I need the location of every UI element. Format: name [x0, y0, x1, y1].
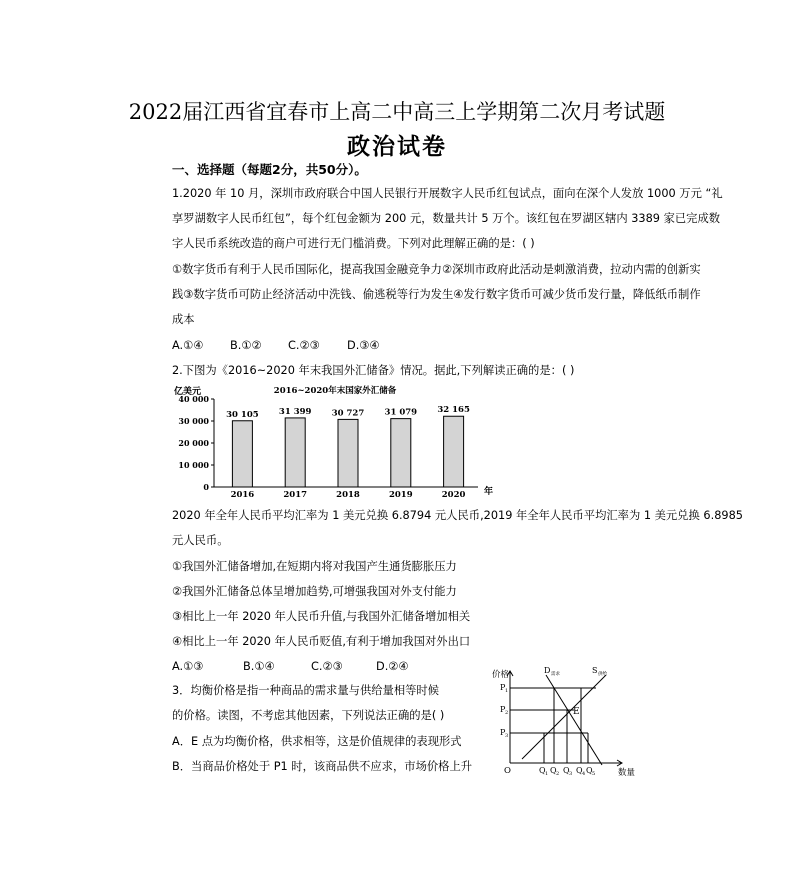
q1-option-c: C.②③	[288, 339, 320, 352]
q2-option-a: A.①③	[172, 660, 204, 673]
q3-option-b: B．当商品价格处于 P1 时，该商品供不应求，市场价格上升	[172, 760, 473, 773]
bar-value-label: 30 727	[331, 408, 365, 419]
x-tick-label: 2018	[336, 490, 360, 500]
y-tick-label: 20 000	[178, 438, 209, 448]
y-tick-label: 30 000	[178, 416, 209, 426]
forex-reserve-chart	[172, 380, 497, 500]
q3-line-1: 3．均衡价格是指一种商品的需求量与供给量相等时候	[172, 684, 440, 697]
supply-demand-diagram	[488, 663, 638, 778]
q5-label: Q	[586, 766, 593, 775]
y-tick-label: 0	[203, 482, 209, 492]
q1-line-1: 1.2020 年 10 月，深圳市政府联合中国人民银行开展数字人民币红包试点，面向在深个人发放 1000 万元 “礼	[172, 187, 723, 200]
q5-sub: 5	[592, 771, 596, 777]
q2-statement-3: ③相比上一年 2020 年人民币升值,与我国外汇储备增加相关	[172, 610, 471, 623]
x-tick-label: 2019	[388, 490, 413, 500]
bar-2018	[338, 419, 358, 487]
q2-statement-4: ④相比上一年 2020 年人民币贬值,有利于增加我国对外出口	[172, 635, 471, 648]
q2-after-line-2: 元人民币。	[172, 534, 229, 547]
diagram-y-label: 价格	[492, 670, 510, 680]
p1-sub: 1	[505, 688, 509, 694]
demand-sub: 需求	[551, 672, 560, 677]
bar-value-label: 31 079	[384, 407, 418, 418]
bar-2016	[232, 421, 252, 487]
y-tick-label: 10 000	[178, 460, 209, 470]
q1-line-3: 字人民币系统改造的商户可进行无门槛消费。下列对此理解正确的是：( )	[172, 237, 535, 250]
q3-option-a: A．E 点为均衡价格，供求相等，这是价值规律的表现形式	[172, 735, 462, 748]
supply-label: S	[592, 666, 598, 675]
y-tick-label: 40 000	[178, 394, 209, 404]
q2-stem: 2.下图为《2016~2020 年末我国外汇储备》情况。据此,下列解读正确的是：( )	[172, 364, 575, 377]
x-tick-label: 2016	[230, 490, 255, 500]
p3-sub: 3	[505, 733, 509, 739]
p3-label: P	[500, 728, 506, 737]
p1-label: P	[500, 683, 506, 692]
q3-sub: 3	[569, 771, 573, 777]
q4-sub: 4	[582, 771, 586, 777]
q2-option-d: D.②④	[376, 660, 409, 673]
q1-line-2: 享罗湖数字人民币红包”，每个红包金额为 200 元，数量共计 5 万个。该红包在罗湖区辖内 3389 家已完成数	[172, 212, 721, 225]
section-heading: 一、选择题（每题2分，共50分）。	[172, 162, 367, 177]
q1-option-d: D.③④	[347, 339, 380, 352]
q2-label: Q	[550, 766, 557, 775]
chart-title: 2016~2020年末国家外汇储备	[273, 386, 397, 396]
q1-line-6: 成本	[172, 313, 195, 326]
x-tick-label: 2020	[441, 490, 466, 500]
q1-line-5: 践③数字货币可防止经济活动中洗钱、偷逃税等行为发生④发行数字货币可减少货币发行量，降低纸币制作	[172, 288, 701, 301]
chart-xlabel: 年	[484, 487, 494, 497]
q2-sub: 2	[556, 771, 560, 777]
diagram-origin: O	[504, 766, 511, 776]
document-title: 2022届江西省宜春市上高二中高三上学期第二次月考试题	[128, 100, 666, 124]
chart-ylabel: 亿美元	[174, 387, 202, 397]
q1-label: Q	[539, 766, 546, 775]
q2-statement-2: ②我国外汇储备总体呈增加趋势,可增强我国对外支付能力	[172, 585, 457, 598]
q4-label: Q	[576, 766, 583, 775]
q1-sub: 1	[545, 771, 549, 777]
q2-option-b: B.①④	[243, 660, 275, 673]
demand-label: D	[544, 666, 551, 675]
diagram-x-label: 数量	[618, 768, 636, 778]
q3-label: Q	[563, 766, 570, 775]
q2-after-line-1: 2020 年全年人民币平均汇率为 1 美元兑换 6.8794 元人民币,2019 年全年人民币平均汇率为 1 美元兑换 6.8985	[172, 509, 743, 522]
q1-option-b: B.①②	[230, 339, 262, 352]
equilibrium-label: E	[573, 707, 580, 717]
q2-option-c: C.②③	[311, 660, 343, 673]
p2-sub: 2	[505, 710, 509, 716]
bar-2017	[285, 418, 305, 487]
supply-sub: 供给	[598, 672, 607, 677]
q1-line-4: ①数字货币有利于人民币国际化，提高我国金融竞争力②深圳市政府此活动是刺激消费，拉动内需的创新实	[172, 263, 701, 276]
q1-option-a: A.①④	[172, 339, 204, 352]
q3-line-2: 的价格。读图，不考虑其他因素，下列说法正确的是( )	[172, 709, 445, 722]
bar-value-label: 31 399	[278, 406, 312, 417]
x-tick-label: 2017	[283, 490, 308, 500]
q2-statement-1: ①我国外汇储备增加,在短期内将对我国产生通货膨胀压力	[172, 560, 457, 573]
bar-value-label: 32 165	[437, 405, 470, 416]
bar-2020	[444, 416, 464, 487]
bar-value-label: 30 105	[226, 409, 259, 420]
p2-label: P	[500, 705, 506, 714]
document-subtitle: 政治试卷	[347, 133, 447, 160]
bar-2019	[391, 419, 411, 487]
